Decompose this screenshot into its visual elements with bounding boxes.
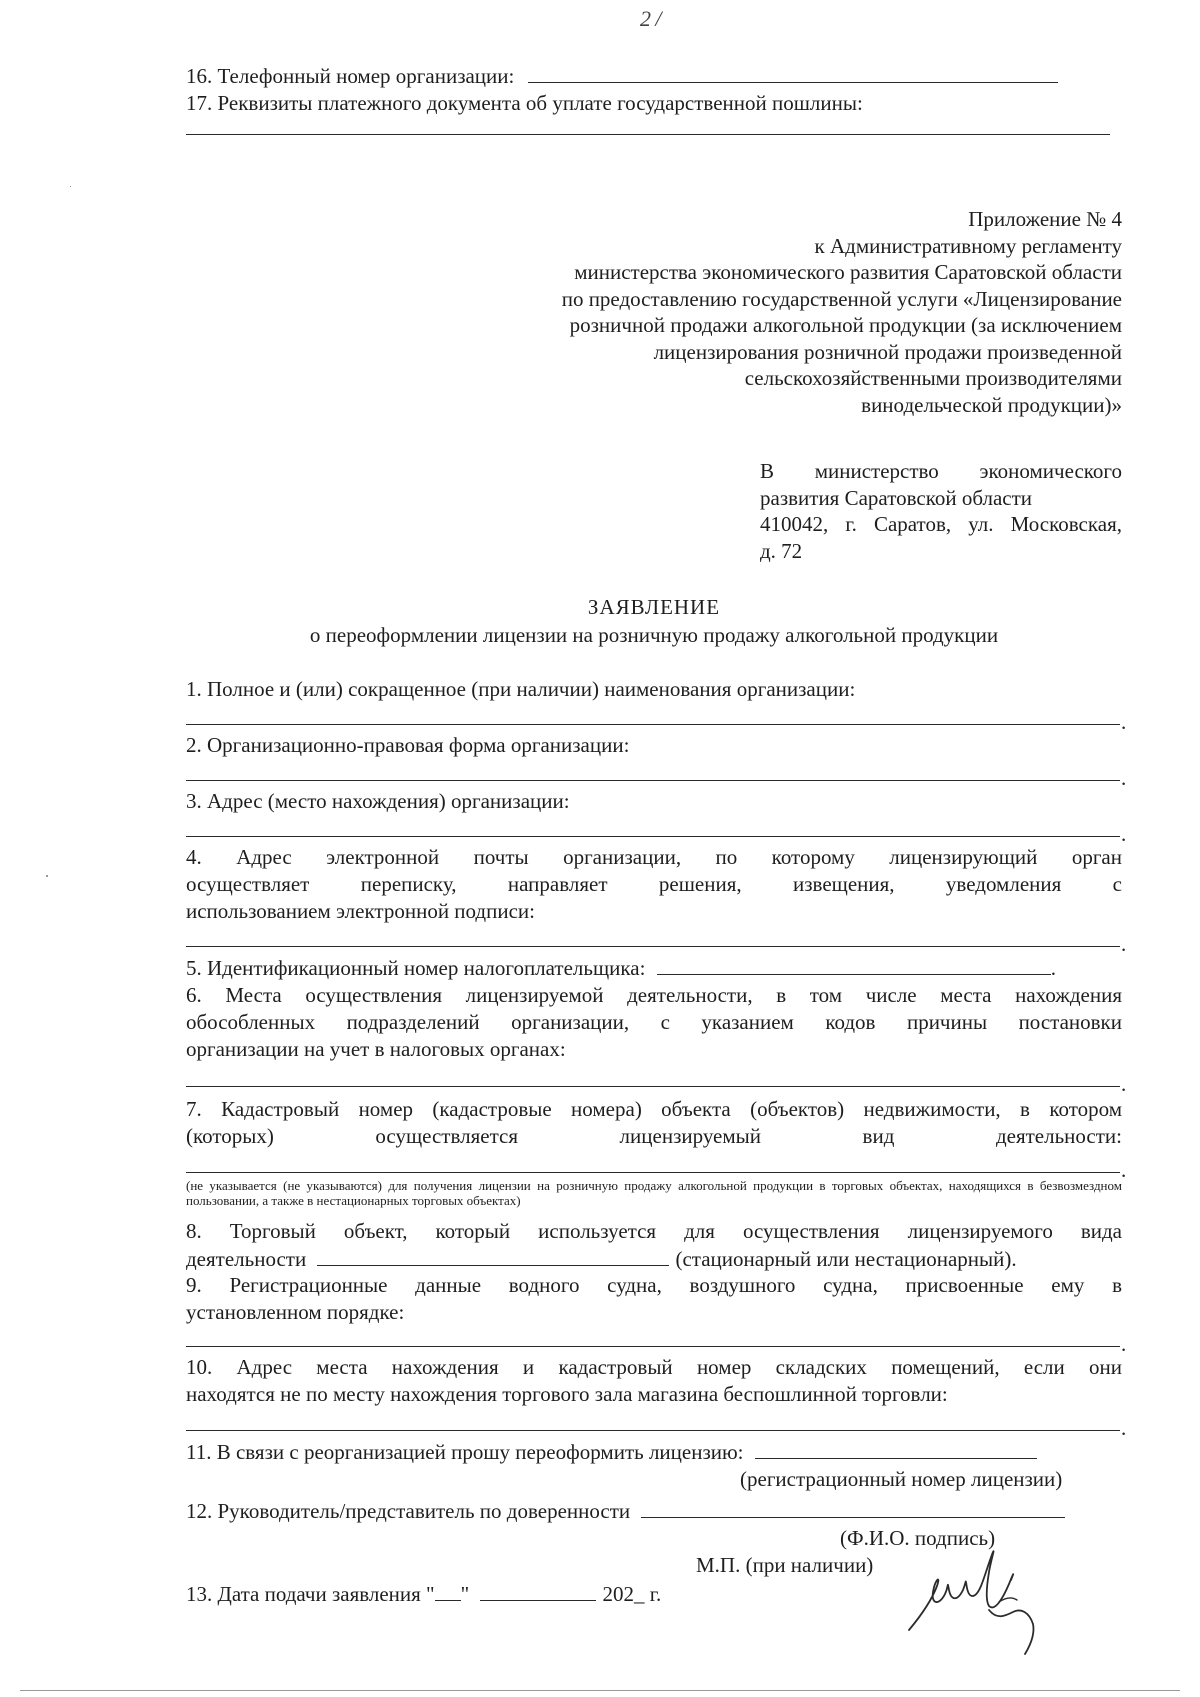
item-8-blank[interactable] [317,1245,669,1266]
item-4-dot: . [1121,932,1127,956]
item-9-dot: . [1121,1332,1127,1356]
item-10-line-2: находятся не по месту нахождения торгового зала магазина беспошлинной торговли: [186,1382,948,1406]
field-17-payment [186,90,1122,116]
item-4-line-1: 4. Адрес электронной почты организации, по которому лицензирующий орган [186,845,1122,869]
item-5-inn [186,954,1122,981]
item-4-line-2: осуществляет переписку, направляет решения, извещения, уведомления с [186,872,1122,896]
item-13-year: 202_ г. [602,1582,662,1606]
scan-speck [46,875,48,877]
item-6-blank[interactable] [186,1086,1120,1087]
item-5-blank[interactable] [657,954,1051,975]
item-11-blank[interactable] [755,1438,1037,1459]
appendix-line: сельскохозяйственными производителями [744,366,1122,390]
item-13-month-blank[interactable] [480,1580,596,1601]
item-11-line [186,1438,1122,1465]
page-number-mark: 2 / [640,6,662,31]
item-9-line-2: установленном порядке: [186,1300,405,1324]
addressee-line: В министерство экономического [760,459,1122,483]
item-6-dot: . [1121,1072,1127,1096]
item-7-line-2: (которых) осуществляется лицензируемый вид деятельности: [186,1124,1122,1148]
item-3-blank[interactable] [186,836,1120,837]
item-11-hint: (регистрационный номер лицензии) [740,1467,1063,1491]
item-13-quote: " [460,1582,470,1606]
field-17-blank[interactable] [186,134,1110,135]
document-subtitle: о переоформлении лицензии на розничную продажу алкогольной продукции [309,623,999,647]
item-3-dot: . [1121,822,1127,846]
item-8-prefix: деятельности [186,1247,307,1271]
item-7-dot: . [1121,1158,1127,1182]
field-16-label: 16. Телефонный номер организации: [186,64,515,88]
item-2-dot: . [1121,766,1127,790]
item-2-blank[interactable] [186,780,1120,781]
item-11-label: 11. В связи с реорганизацией прошу переоформить лицензию: [186,1440,744,1464]
item-6-line-2: обособленных подразделений организации, с указанием кодов причины постановки [186,1010,1122,1034]
appendix-line: по предоставлению государственной услуги «Лицензирование [561,286,1122,311]
appendix-line: министерства экономического развития Саратовской области [574,260,1122,284]
addressee-block [760,458,1122,564]
item-8-line-1: 8. Торговый объект, который используется для осуществления лицензируемого вида [186,1219,1122,1243]
item-7-footnote: (не указывается (не указываются) для получения лицензии на розничную продажу алкогольной продукции в торговых объектах, находящихся в безвозмездном пользовании, а также в нестационарных торговых объектах) [186,1178,1122,1208]
item-12-label: 12. Руководитель/представитель по доверенности [186,1499,631,1523]
item-8-suffix: (стационарный или нестационарный). [675,1247,1017,1271]
item-9-line-1: 9. Регистрационные данные водного судна, воздушного судна, присвоенные ему в [186,1273,1122,1297]
item-8-line-2 [186,1245,1122,1272]
item-10-line-1: 10. Адрес места нахождения и кадастровый номер складских помещений, если они [186,1355,1122,1379]
item-9-blank[interactable] [186,1346,1120,1347]
item-12-hint: (Ф.И.О. подпись) [840,1526,996,1550]
appendix-line: к Административному регламенту [814,233,1122,258]
handwritten-signature [905,1540,1045,1660]
item-7-line-1: 7. Кадастровый номер (кадастровые номера) объекта (объектов) недвижимости, в котором [186,1097,1122,1121]
item-2-label: 2. Организационно-правовая форма организации: [186,733,630,757]
item-10-dot: . [1121,1416,1127,1440]
item-4-blank[interactable] [186,946,1120,947]
item-1-dot: . [1121,710,1127,734]
item-13-prefix: 13. Дата подачи заявления " [186,1582,435,1606]
addressee-line: д. 72 [760,538,803,563]
field-16-blank[interactable] [528,62,1058,83]
item-12-blank[interactable] [641,1497,1065,1518]
field-16-phone [186,62,1122,89]
field-17-label: 17. Реквизиты платежного документа об уплате государственной пошлины: [186,91,863,115]
document-title: ЗАЯВЛЕНИЕ [587,595,721,619]
item-6-line-1: 6. Места осуществления лицензируемой деятельности, в том числе места нахождения [186,983,1122,1007]
item-13-day-blank[interactable] [435,1580,461,1601]
item-7-blank[interactable] [186,1172,1120,1173]
appendix-line: лицензирования розничной продажи произведенной [653,339,1122,364]
appendix-line: Приложение № 4 [968,207,1122,231]
item-5-dot: . [1050,956,1056,980]
item-12-line [186,1497,1122,1524]
item-4-line-3: использованием электронной подписи: [186,899,535,923]
item-1-label: 1. Полное и (или) сокращенное (при наличии) наименования организации: [186,677,856,701]
appendix-header [402,206,1122,418]
addressee-line: развития Саратовской области [760,485,1033,510]
scan-edge-line [20,1690,1180,1691]
item-10-blank[interactable] [186,1430,1120,1431]
scan-speck [70,186,71,187]
item-5-label: 5. Идентификационный номер налогоплательщика: [186,956,646,980]
item-1-blank[interactable] [186,724,1120,725]
item-3-label: 3. Адрес (место нахождения) организации: [186,789,570,813]
stamp-place-label: М.П. (при наличии) [696,1553,874,1577]
appendix-line: розничной продажи алкогольной продукции (за исключением [569,313,1122,337]
addressee-line: 410042, г. Саратов, ул. Московская, [760,512,1122,536]
item-6-line-3: организации на учет в налоговых органах: [186,1037,566,1061]
appendix-line: винодельческой продукции)» [861,392,1122,417]
